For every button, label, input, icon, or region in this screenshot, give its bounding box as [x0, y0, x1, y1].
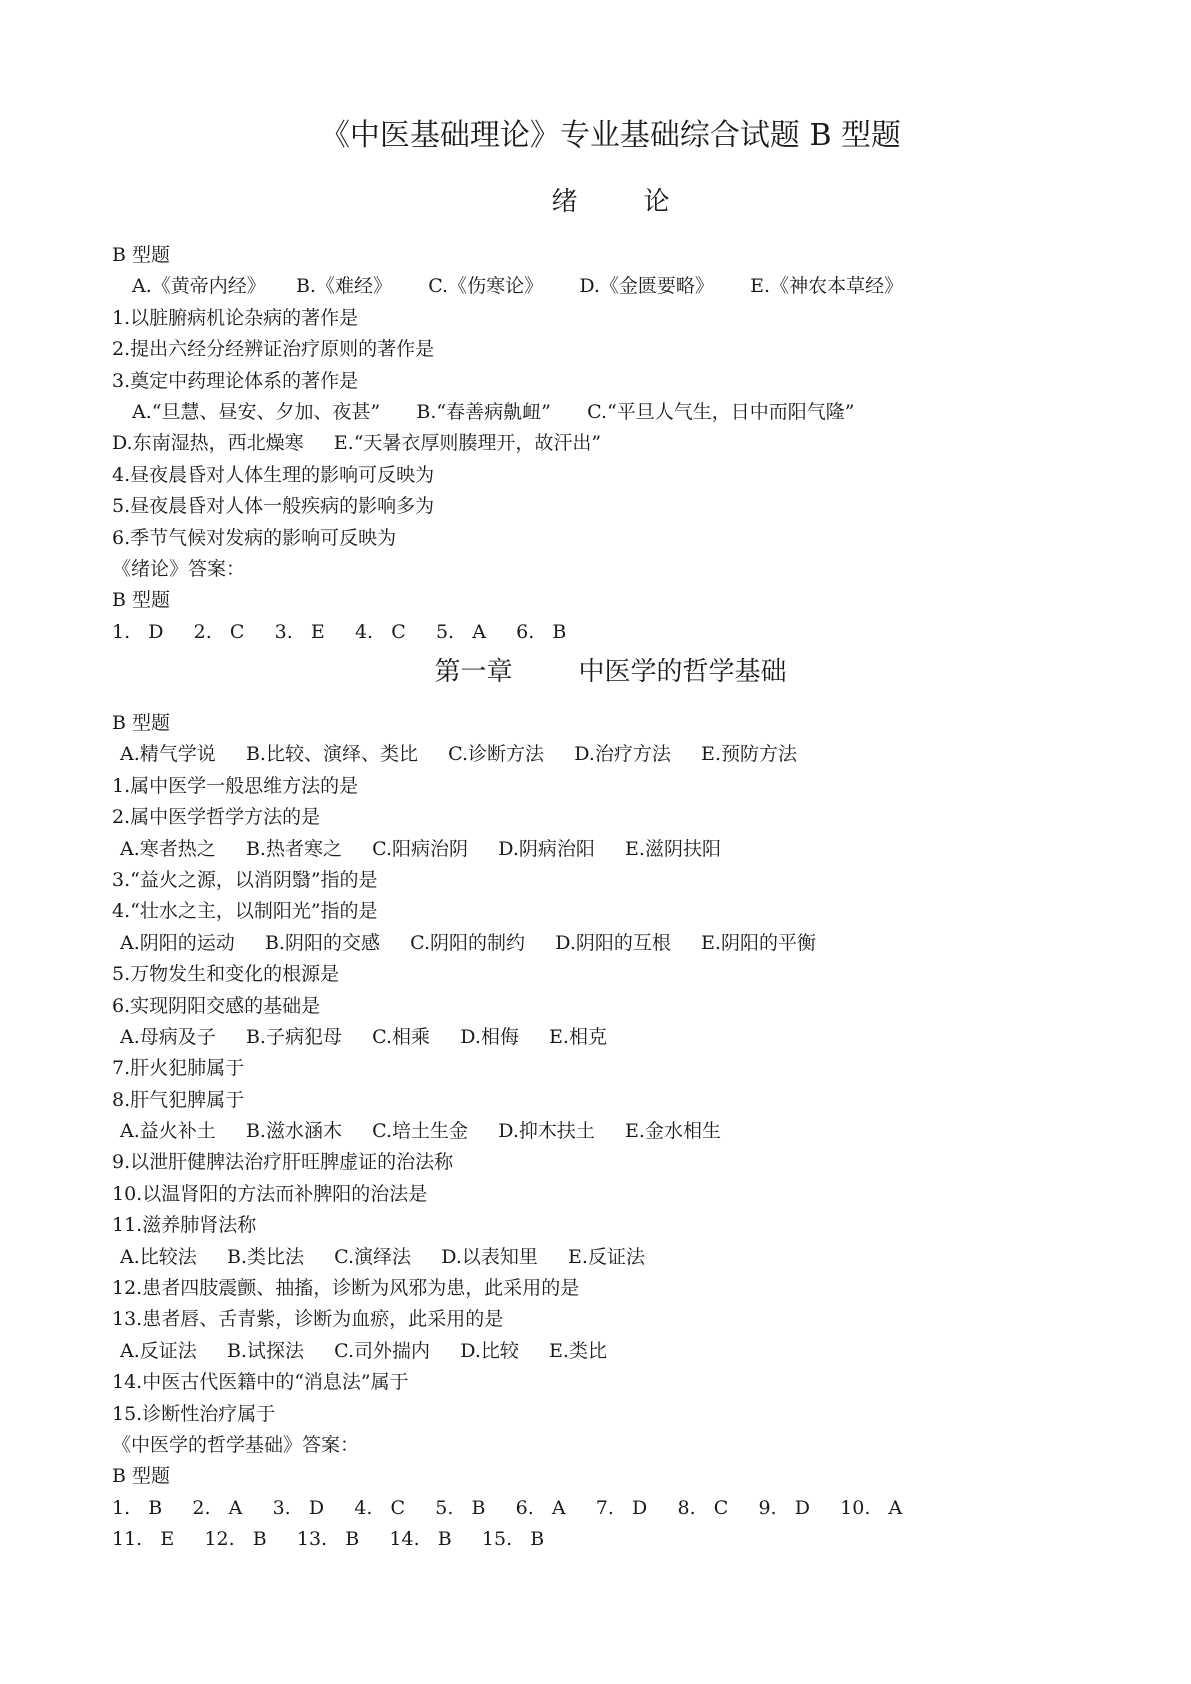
option-line: A.寒者热之 B.热者寒之 C.阳病治阴 D.阴病治阳 E.滋阴扶阳 — [120, 837, 721, 860]
question-line: 2.属中医学哲学方法的是 — [112, 806, 321, 829]
question-line: 13.患者唇、舌青紫，诊断为血瘀，此采用的是 — [112, 1308, 504, 1331]
option-line: D.东南湿热，西北燥寒 E.“天暑衣厚则腠理开，故汗出” — [112, 432, 602, 455]
question-line: 9.以泄肝健脾法治疗肝旺脾虚证的治法称 — [112, 1151, 454, 1174]
question-line: 5.万物发生和变化的根源是 — [112, 963, 340, 986]
question-line: 4.“壮水之主，以制阳光”指的是 — [112, 900, 378, 923]
question-line: 10.以温肾阳的方法而补脾阳的治法是 — [112, 1182, 428, 1205]
question-line: 3.“益火之源，以消阴翳”指的是 — [112, 868, 378, 891]
option-line: A.反证法 B.试探法 C.司外揣内 D.比较 E.类比 — [120, 1339, 607, 1362]
option-line: A.益火补土 B.滋水涵木 C.培土生金 D.抑木扶土 E.金水相生 — [120, 1120, 721, 1143]
option-line: A.《黄帝内经》 B.《难经》 C.《伤寒论》 D.《金匮要略》 E.《神农本草经》 — [132, 275, 904, 298]
question-line: 2.提出六经分经辨证治疗原则的著作是 — [112, 338, 435, 361]
option-line: A.母病及子 B.子病犯母 C.相乘 D.相侮 E.相克 — [120, 1025, 607, 1048]
question-line: 7.肝火犯肺属于 — [112, 1057, 245, 1080]
question-line: 8.肝气犯脾属于 — [112, 1088, 245, 1111]
question-line: 6.实现阴阳交感的基础是 — [112, 994, 321, 1017]
question-line: 5.昼夜晨昏对人体一般疾病的影响多为 — [112, 495, 435, 518]
answer-line: 1. D 2. C 3. E 4. C 5. A 6. B — [112, 620, 567, 643]
question-type-label: B 型题 — [112, 244, 171, 266]
question-type-label: B 型题 — [112, 1465, 171, 1488]
question-line: 14.中医古代医籍中的“消息法”属于 — [112, 1371, 409, 1394]
section-heading-chapter-1: 第一章 中医学的哲学基础 — [434, 657, 787, 687]
question-line: 1.属中医学一般思维方法的是 — [112, 774, 359, 797]
question-line: 12.患者四肢震颤、抽搐，诊断为风邪为患，此采用的是 — [112, 1277, 580, 1300]
section-heading-introduction: 绪 论 — [551, 187, 670, 217]
answer-heading: 《绪论》答案： — [112, 557, 246, 580]
option-line: A.比较法 B.类比法 C.演绎法 D.以表知里 E.反证法 — [120, 1245, 645, 1268]
question-line: 3.奠定中药理论体系的著作是 — [112, 369, 359, 392]
question-line: 11.滋养肺肾法称 — [112, 1214, 257, 1237]
question-line: 15.诊断性治疗属于 — [112, 1402, 276, 1425]
question-line: 4.昼夜晨昏对人体生理的影响可反映为 — [112, 463, 435, 486]
document-title: 《中医基础理论》专业基础综合试题 B 型题 — [319, 118, 902, 153]
answer-heading: 《中医学的哲学基础》答案： — [112, 1433, 360, 1456]
option-line: A.阴阳的运动 B.阴阳的交感 C.阴阳的制约 D.阴阳的互根 E.阴阳的平衡 — [120, 931, 816, 954]
section-chapter-1 — [112, 708, 1112, 1556]
option-line: A.精气学说 B.比较、演绎、类比 C.诊断方法 D.治疗方法 E.预防方法 — [120, 743, 797, 766]
question-type-label: B 型题 — [112, 712, 171, 734]
question-type-label: B 型题 — [112, 589, 171, 612]
option-line: A.“旦慧、昼安、夕加、夜甚” B.“春善病鼽衄” C.“平旦人气生，日中而阳气隆” — [132, 400, 855, 423]
answer-line: 1. B 2. A 3. D 4. C 5. B 6. A 7. D 8. C 9. D 10. A — [112, 1496, 903, 1519]
question-line: 6.季节气候对发病的影响可反映为 — [112, 526, 397, 549]
section-introduction — [112, 240, 1112, 648]
answer-line: 11. E 12. B 13. B 14. B 15. B — [112, 1528, 545, 1551]
question-line: 1.以脏腑病机论杂病的著作是 — [112, 306, 359, 329]
